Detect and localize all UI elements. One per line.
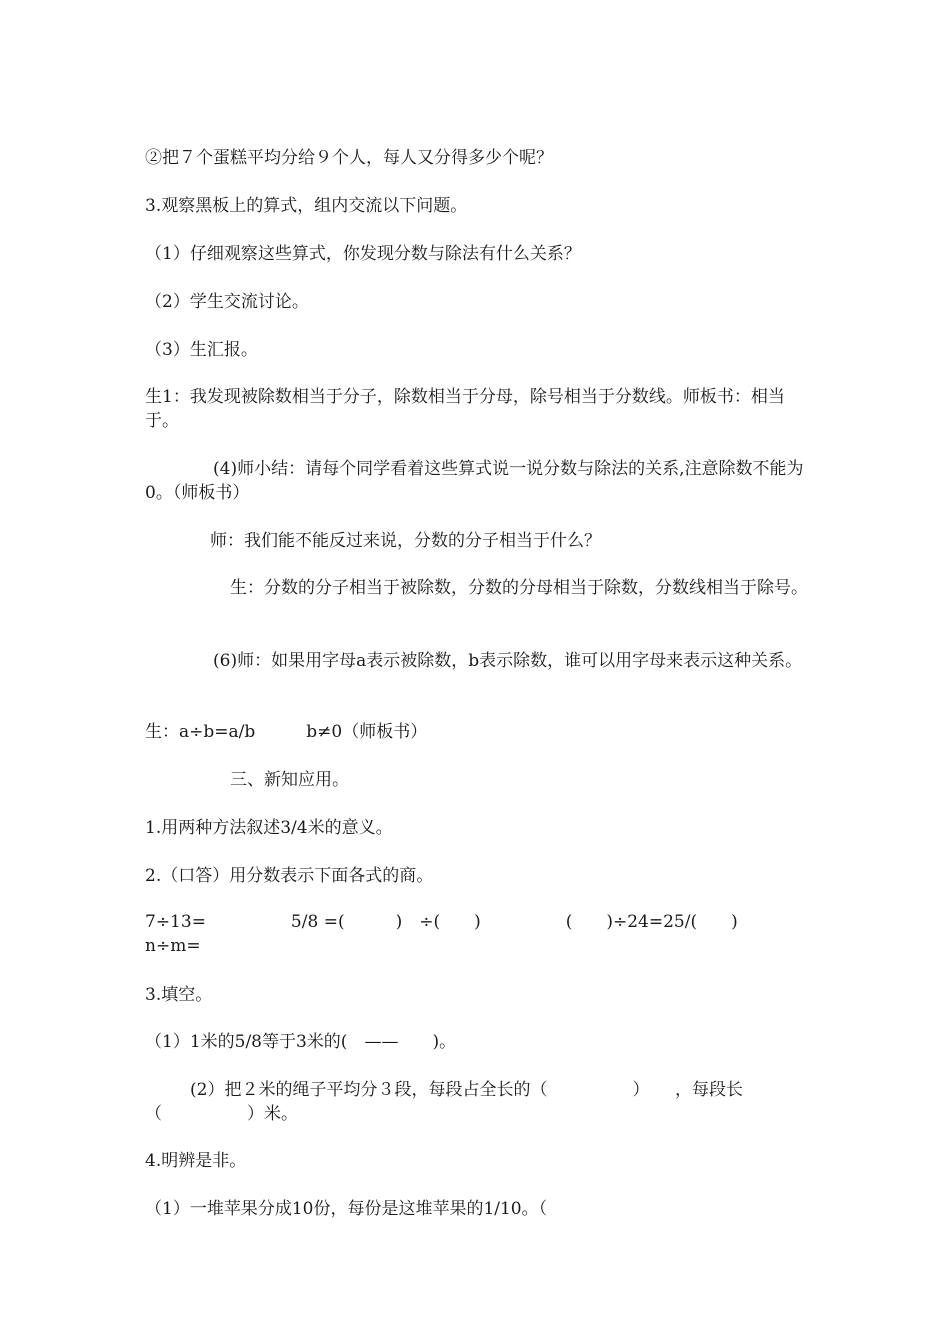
text-line-question-1: （1）仔细观察这些算式，你发现分数与除法有什么关系？ xyxy=(145,244,581,264)
text-line-fill-1: （1）1米的5/8等于3米的( —— )。 xyxy=(145,1032,457,1052)
text-line-exercise-2-items: 7÷13= 5/8 =( ) ÷( ) ( )÷24=25/( ) xyxy=(145,912,738,932)
text-line-student-1-report: 生1：我发现被除数相当于分子，除数相当于分母，除号相当于分数线。师板书：相当于。 xyxy=(145,387,785,431)
text-line-question-3: （3）生汇报。 xyxy=(145,340,258,360)
text-line-teacher-summary: (4)师小结：请每个同学看着这些算式说一说分数与除法的关系,注意除数不能为0。（师板书） xyxy=(145,459,804,503)
text-line-exercise-1: 1.用两种方法叙述3/4米的意义。 xyxy=(145,818,393,838)
text-line-teacher-question: 师：我们能不能反过来说，分数的分子相当于什么？ xyxy=(210,531,601,551)
text-line-cake-question: ②把７个蛋糕平均分给９个人，每人又分得多少个呢？ xyxy=(145,148,553,168)
section-heading-new-knowledge: 三、新知应用。 xyxy=(230,770,349,790)
text-line-exercise-3: 3.填空。 xyxy=(145,985,213,1005)
text-line-exercise-2: 2.（口答）用分数表示下面各式的商。 xyxy=(145,866,434,886)
text-line-student-answer: 生：分数的分子相当于被除数，分数的分母相当于除数，分数线相当于除号。 xyxy=(230,578,808,598)
text-line-exercise-4: 4.明辨是非。 xyxy=(145,1151,247,1171)
text-line-fill-2: (2）把２米的绳子平均分３段，每段占全长的（ ） ，每段长（ ）米。 xyxy=(145,1080,743,1124)
text-line-formula: 生：a÷b=a/b b≠0（师板书） xyxy=(145,722,428,742)
text-line-question-2: （2）学生交流讨论。 xyxy=(145,292,309,312)
text-line-exercise-2-last: n÷m= xyxy=(145,936,201,956)
text-line-true-false-1: （1）一堆苹果分成10份，每份是这堆苹果的1/10。（ xyxy=(145,1199,548,1219)
text-line-observe-formulas: 3.观察黑板上的算式，组内交流以下问题。 xyxy=(145,196,468,216)
text-line-teacher-letters: (6)师：如果用字母a表示被除数，b表示除数，谁可以用字母来表示这种关系。 xyxy=(213,651,803,671)
